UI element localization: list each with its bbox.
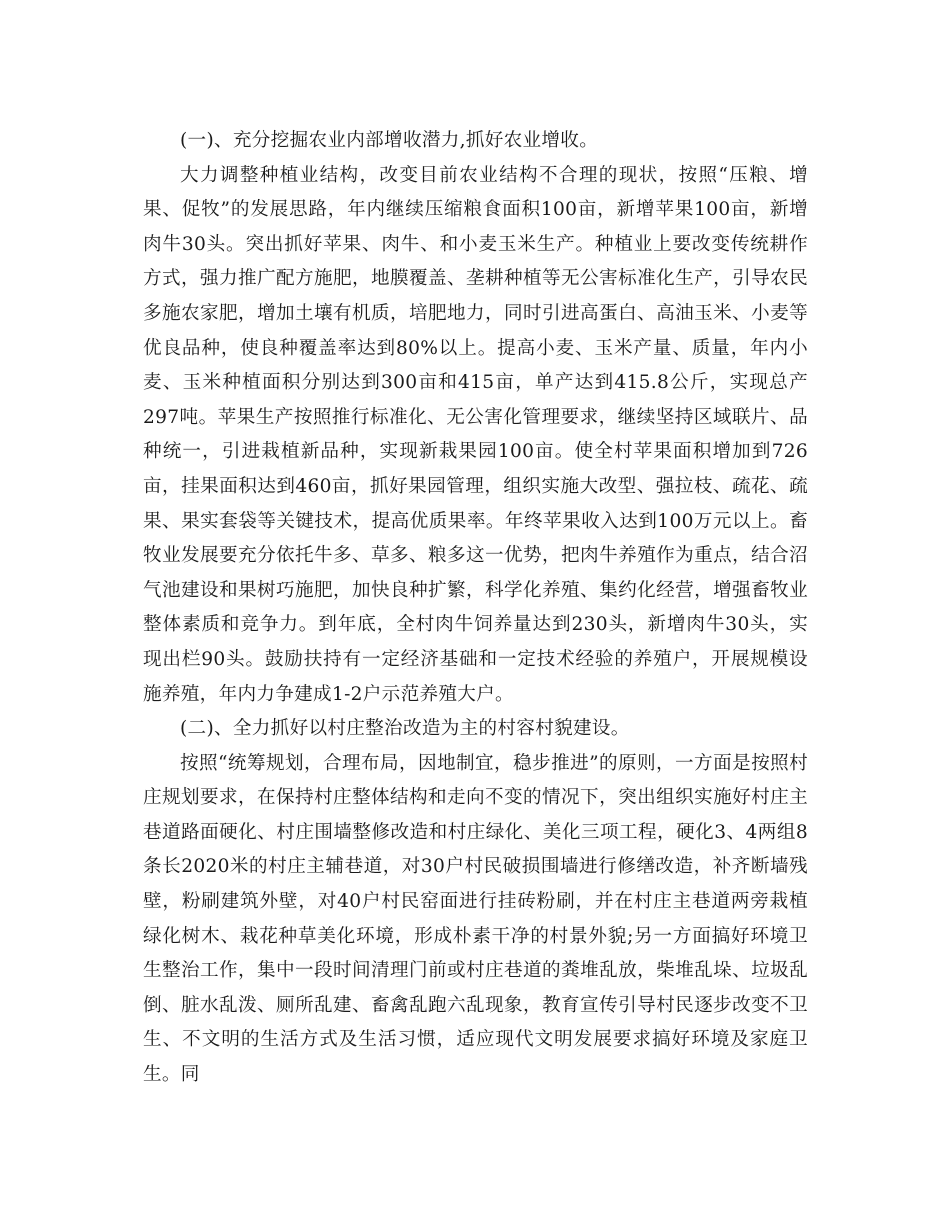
paragraph-2: 按照“统筹规划，合理布局，因地制宜，稳步推进”的原则，一方面是按照村庄规划要求，在保持村庄整体结构和走向不变的情况下，突出组织实施好村庄主巷道路面硬化、村庄围墙整修改造和村庄绿化、美化三项工程，硬化3、4两组8条长2020米的村庄主辅巷道，对30户村民破损围墙进行修缮改造，补齐断墙残壁，粉刷建筑外壁，对40户村民窑面进行挂砖粉刷，并在村庄主巷道两旁栽植绿化树木、栽花种草美化环境，形成朴素干净的村景外貌;另一方面搞好环境卫生整治工作，集中一段时间清理门前或村庄巷道的粪堆乱放，柴堆乱垛、垃圾乱倒、脏水乱泼、厕所乱建、畜禽乱跑六乱现象，教育宣传引导村民逐步改变不卫生、不文明的生活方式及生活习惯，适应现代文明发展要求搞好环境及家庭卫生。同 — [143, 752, 808, 1086]
document-body — [143, 124, 808, 1093]
paragraph-1: 大力调整种植业结构，改变目前农业结构不合理的现状，按照“压粮、增果、促牧”的发展思路，年内继续压缩粮食面积100亩，新增苹果100亩，新增肉牛30头。突出抓好苹果、肉牛、和小麦玉米生产。种植业上要改变传统耕作方式，强力推广配方施肥，地膜覆盖、垄耕种植等无公害标准化生产，引导农民多施农家肥，增加土壤有机质，培肥地力，同时引进高蛋白、高油玉米、小麦等优良品种，使良种覆盖率达到80%以上。提高小麦、玉米产量、质量，年内小麦、玉米种植面积分别达到300亩和415亩，单产达到415.8公斤，实现总产297吨。苹果生产按照推行标准化、无公害化管理要求，继续坚持区域联片、品种统一，引进栽植新品种，实现新栽果园100亩。使全村苹果面积增加到726亩，挂果面积达到460亩，抓好果园管理，组织实施大改型、强拉枝、疏花、疏果、果实套袋等关键技术，提高优质果率。年终苹果收入达到100万元以上。畜牧业发展要充分依托牛多、草多、粮多这一优势，把肉牛养殖作为重点，结合沼气池建设和果树巧施肥，加快良种扩繁，科学化养殖、集约化经营，增强畜牧业整体素质和竞争力。到年底，全村肉牛饲养量达到230头，新增肉牛30头，实现出栏90头。鼓励扶持有一定经济基础和一定技术经验的养殖户，开展规模设施养殖，年内力争建成1-2户示范养殖大户。 — [143, 164, 808, 705]
section-heading-1: (一)、充分挖掘农业内部增收潜力,抓好农业增收。 — [180, 130, 599, 151]
section-heading-2: (二)、全力抓好以村庄整治改造为主的村容村貌建设。 — [180, 718, 630, 740]
